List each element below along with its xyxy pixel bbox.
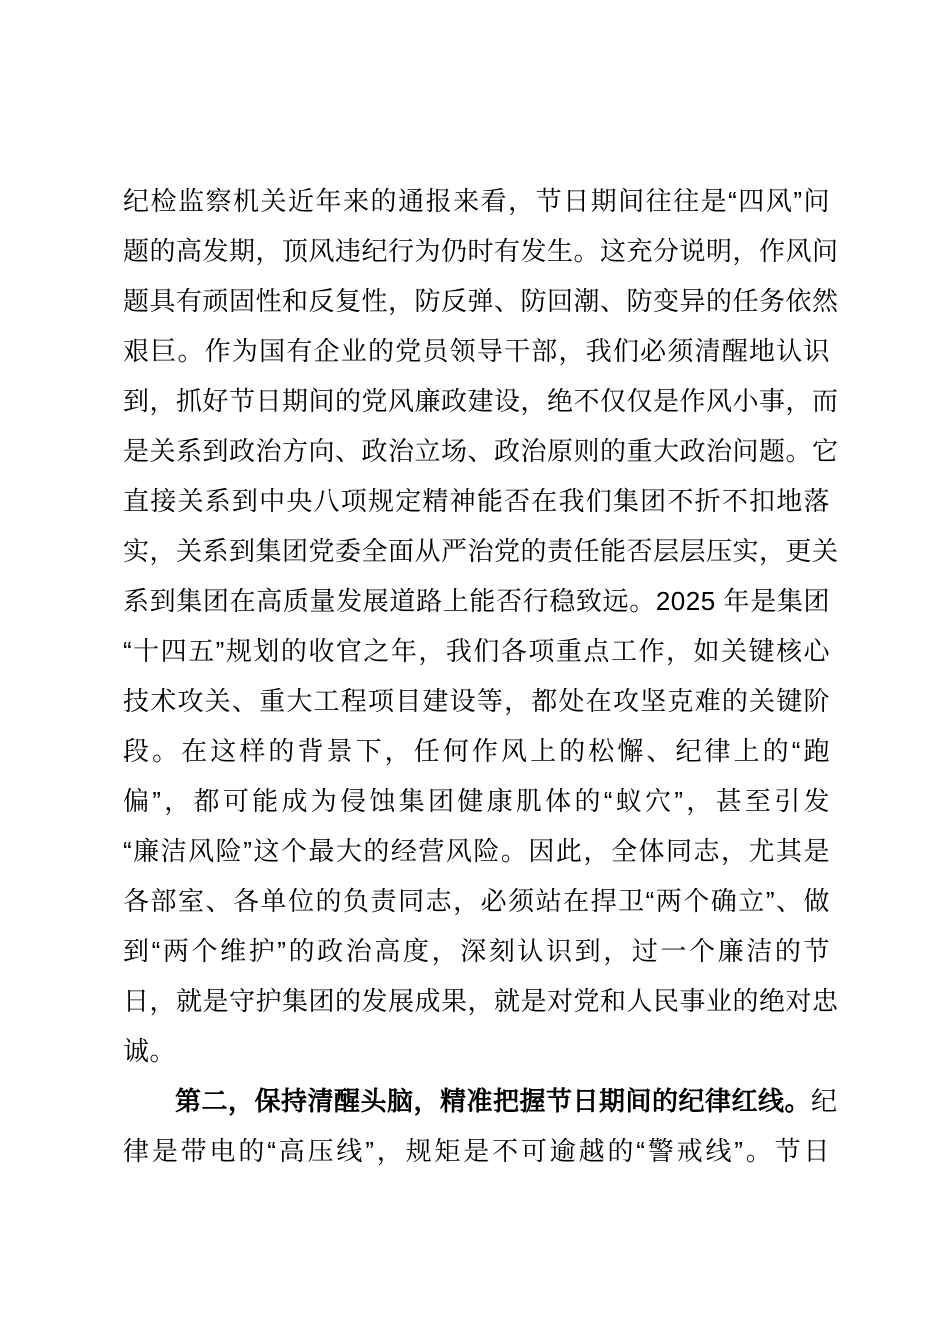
text-run: 日，就是守护集团的发展成果，就是对党和人民事业的绝对忠 bbox=[123, 986, 839, 1016]
text-line bbox=[123, 976, 839, 1026]
text-run: 纪 bbox=[811, 1086, 838, 1116]
text-line bbox=[123, 676, 830, 726]
text-line bbox=[123, 326, 830, 376]
text-line bbox=[123, 926, 830, 976]
text-line bbox=[123, 226, 839, 276]
text-run: 题的高发期，顶风违纪行为仍时有发生。这充分说明，作风问 bbox=[123, 236, 839, 266]
text-line bbox=[123, 726, 830, 776]
text-run: “十四五”规划的收官之年，我们各项重点工作，如关键核心 bbox=[123, 636, 830, 666]
bold-text-run: 第二，保持清醒头脑，精准把握节日期间的纪律红线。 bbox=[175, 1086, 812, 1116]
text-line bbox=[123, 176, 830, 226]
text-line bbox=[123, 276, 839, 326]
text-run: 系到集团在高质量发展道路上能否行稳致远。2025 年是集团 bbox=[123, 586, 830, 616]
text-run: 是关系到政治方向、政治立场、政治原则的重大政治问题。它 bbox=[123, 436, 839, 466]
text-run: 偏”，都可能成为侵蚀集团健康肌体的“蚁穴”，甚至引发 bbox=[123, 786, 830, 816]
text-run: 到“两个维护”的政治高度，深刻认识到，过一个廉洁的节 bbox=[123, 936, 830, 966]
text-line bbox=[123, 526, 839, 576]
text-run: 段。在这样的背景下，任何作风上的松懈、纪律上的“跑 bbox=[123, 736, 830, 766]
text-run: 律是带电的“高压线”，规矩是不可逾越的“警戒线”。节日 bbox=[123, 1136, 830, 1166]
text-line bbox=[123, 876, 830, 926]
text-line bbox=[123, 1026, 830, 1076]
document-content bbox=[123, 176, 839, 1176]
text-run: 各部室、各单位的负责同志，必须站在捍卫“两个确立”、做 bbox=[123, 886, 830, 916]
text-run: 艰巨。作为国有企业的党员领导干部，我们必须清醒地认识 bbox=[123, 336, 830, 366]
text-run: 到，抓好节日期间的党风廉政建设，绝不仅仅是作风小事，而 bbox=[123, 386, 839, 416]
text-line bbox=[123, 576, 830, 626]
text-run: “廉洁风险”这个最大的经营风险。因此，全体同志，尤其是 bbox=[123, 836, 830, 866]
text-line bbox=[123, 476, 830, 526]
text-line bbox=[123, 1076, 838, 1126]
text-run: 实，关系到集团党委全面从严治党的责任能否层层压实，更关 bbox=[123, 536, 839, 566]
text-line bbox=[123, 826, 830, 876]
text-line bbox=[123, 776, 830, 826]
text-run: 直接关系到中央八项规定精神能否在我们集团不折不扣地落 bbox=[123, 486, 830, 516]
text-run: 题具有顽固性和反复性，防反弹、防回潮、防变异的任务依然 bbox=[123, 286, 839, 316]
text-line bbox=[123, 1126, 830, 1176]
text-line bbox=[123, 376, 839, 426]
text-line bbox=[123, 626, 830, 676]
text-run: 技术攻关、重大工程项目建设等，都处在攻坚克难的关键阶 bbox=[123, 686, 830, 716]
text-run: 纪检监察机关近年来的通报来看，节日期间往往是“四风”问 bbox=[123, 186, 830, 216]
text-run: 诚。 bbox=[123, 1036, 177, 1066]
text-line bbox=[123, 426, 839, 476]
